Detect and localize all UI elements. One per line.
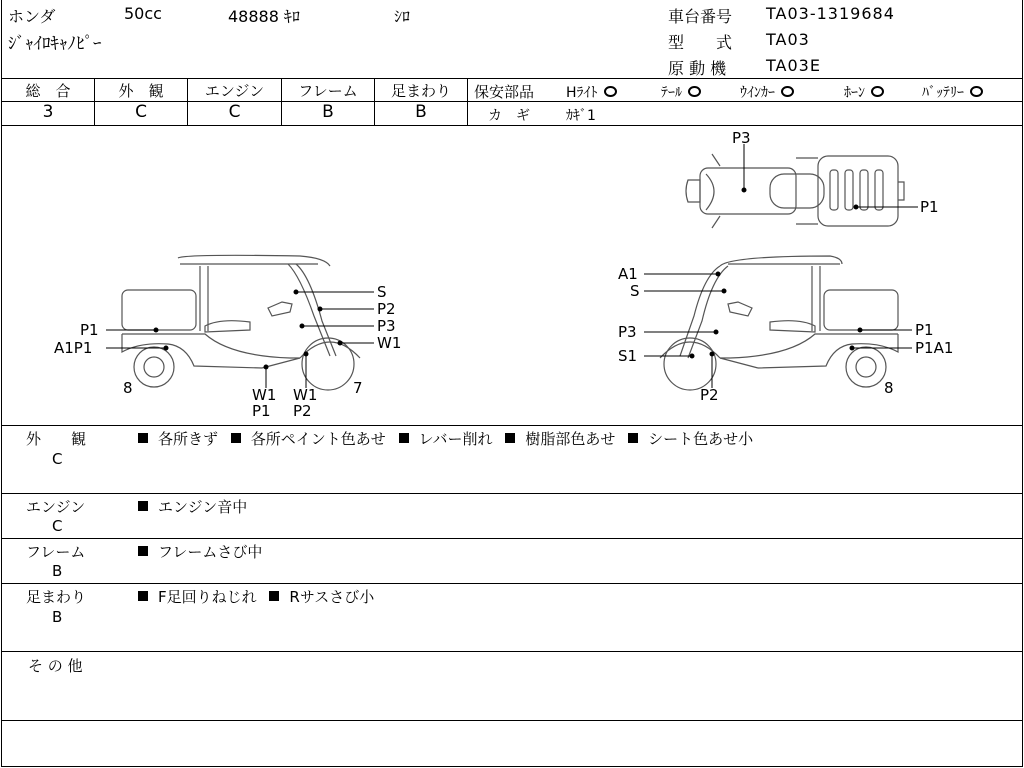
remark-item: 各所きず — [158, 430, 219, 448]
grade-suspension: B — [415, 102, 427, 122]
label-top-p1: P1 — [920, 198, 939, 216]
remark-item: Rサスさび小 — [289, 588, 375, 606]
grade-frame-label: フレーム — [298, 82, 358, 100]
right-view-vehicle — [660, 256, 898, 390]
bullet-square-icon — [231, 433, 241, 443]
bullet-square-icon — [138, 546, 148, 556]
remark-item: 各所ペイント色あせ — [250, 430, 386, 448]
engine-model-label: 原 動 機 — [668, 59, 727, 78]
frame-no: TA03-1319684 — [766, 4, 895, 23]
safety-headlight — [566, 82, 617, 102]
safety-battery-label: ﾊﾞｯﾃﾘｰ — [922, 85, 964, 101]
key-label: カ ギ — [488, 108, 530, 124]
remark-suspension-grade: B — [52, 608, 63, 626]
remark-suspension-items — [138, 586, 374, 607]
bullet-square-icon — [138, 433, 148, 443]
remark-frame-title: フレーム — [26, 543, 86, 561]
label-left-7: 7 — [353, 379, 363, 397]
label-left-p3: P3 — [377, 317, 396, 335]
frame-no-label: 車台番号 — [668, 7, 733, 26]
ok-circle-icon — [781, 86, 794, 97]
remark-item: レバー削れ — [418, 430, 493, 448]
model-name: ｼﾞｬｲﾛｷｬﾉﾋﾟｰ — [8, 34, 102, 54]
maker: ホンダ — [8, 7, 56, 26]
label-right-s: S — [630, 282, 640, 300]
remark-engine-grade: C — [52, 517, 63, 535]
label-left-s: S — [377, 283, 387, 301]
remark-item: 樹脂部色あせ — [525, 430, 616, 448]
grade-overall-label: 総 合 — [25, 82, 71, 100]
label-left-w1: W1 — [377, 334, 402, 352]
remark-engine-title: エンジン — [26, 498, 86, 516]
bullet-square-icon — [138, 501, 148, 511]
color: ｼﾛ — [394, 7, 411, 26]
label-left-p2-d: P2 — [293, 402, 312, 420]
grade-exterior-label: 外 観 — [118, 82, 164, 100]
key-value: ｶｷﾞ1 — [566, 108, 596, 124]
left-view-vehicle — [122, 255, 360, 390]
remark-exterior-title: 外 観 — [26, 430, 87, 448]
label-left-w1-c: W1 — [293, 386, 318, 404]
grade-exterior: C — [135, 102, 147, 122]
damage-diagram — [0, 126, 1024, 425]
grade-suspension-label: 足まわり — [390, 82, 451, 100]
ok-circle-icon — [604, 86, 617, 97]
safety-battery — [922, 82, 983, 102]
label-right-a1: A1 — [618, 265, 638, 283]
label-right-p3: P3 — [618, 323, 637, 341]
label-right-8: 8 — [884, 379, 894, 397]
ok-circle-icon — [688, 86, 701, 97]
safety-horn-label: ﾎｰﾝ — [844, 85, 865, 101]
top-view-vehicle — [686, 154, 904, 228]
safety-label: 保安部品 — [474, 83, 535, 101]
grade-engine-label: エンジン — [204, 82, 265, 100]
grade-overall: 3 — [42, 102, 54, 122]
remark-item: F足回りねじれ — [158, 588, 257, 606]
remark-other-title: そ の 他 — [28, 657, 83, 675]
safety-tail — [661, 82, 701, 102]
remark-item: フレームさび中 — [158, 543, 263, 561]
remark-item: シート色あせ小 — [648, 430, 754, 448]
label-right-p1a1: P1A1 — [915, 339, 954, 357]
label-left-8: 8 — [123, 379, 133, 397]
safety-tail-label: ﾃｰﾙ — [661, 85, 682, 101]
safety-headlight-label: Hﾗｲﾄ — [566, 85, 598, 101]
safety-winker-label: ｳｲﾝｶｰ — [740, 85, 775, 101]
bullet-square-icon — [399, 433, 409, 443]
label-left-p1: P1 — [80, 321, 99, 339]
label-left-p1-b: P1 — [252, 402, 271, 420]
remark-frame-grade: B — [52, 562, 63, 580]
remark-exterior-grade: C — [52, 450, 63, 468]
grade-frame: B — [322, 102, 334, 122]
safety-horn — [844, 82, 884, 102]
label-left-a1p1: A1P1 — [54, 339, 93, 357]
bullet-square-icon — [505, 433, 515, 443]
label-right-p1: P1 — [915, 321, 934, 339]
label-top-p3: P3 — [732, 129, 751, 147]
label-right-p2: P2 — [700, 386, 719, 404]
type-value: TA03 — [766, 30, 810, 49]
ok-circle-icon — [970, 86, 983, 97]
safety-winker — [740, 82, 794, 102]
label-left-p2: P2 — [377, 300, 396, 318]
bullet-square-icon — [269, 591, 279, 601]
displacement: 50cc — [124, 4, 162, 23]
grade-engine: C — [228, 102, 241, 122]
bullet-square-icon — [138, 591, 148, 601]
bullet-square-icon — [628, 433, 638, 443]
remark-frame-items — [138, 541, 262, 562]
remark-exterior-items — [138, 428, 753, 449]
label-left-w1-a: W1 — [252, 386, 277, 404]
label-right-s1: S1 — [618, 347, 638, 365]
type-label: 型 式 — [668, 33, 733, 52]
engine-model-value: TA03E — [766, 56, 821, 75]
remark-item: エンジン音中 — [158, 498, 248, 516]
remark-suspension-title: 足まわり — [26, 588, 87, 606]
ok-circle-icon — [871, 86, 884, 97]
remark-engine-items — [138, 496, 247, 517]
mileage: 48888 ｷﾛ — [228, 7, 300, 26]
